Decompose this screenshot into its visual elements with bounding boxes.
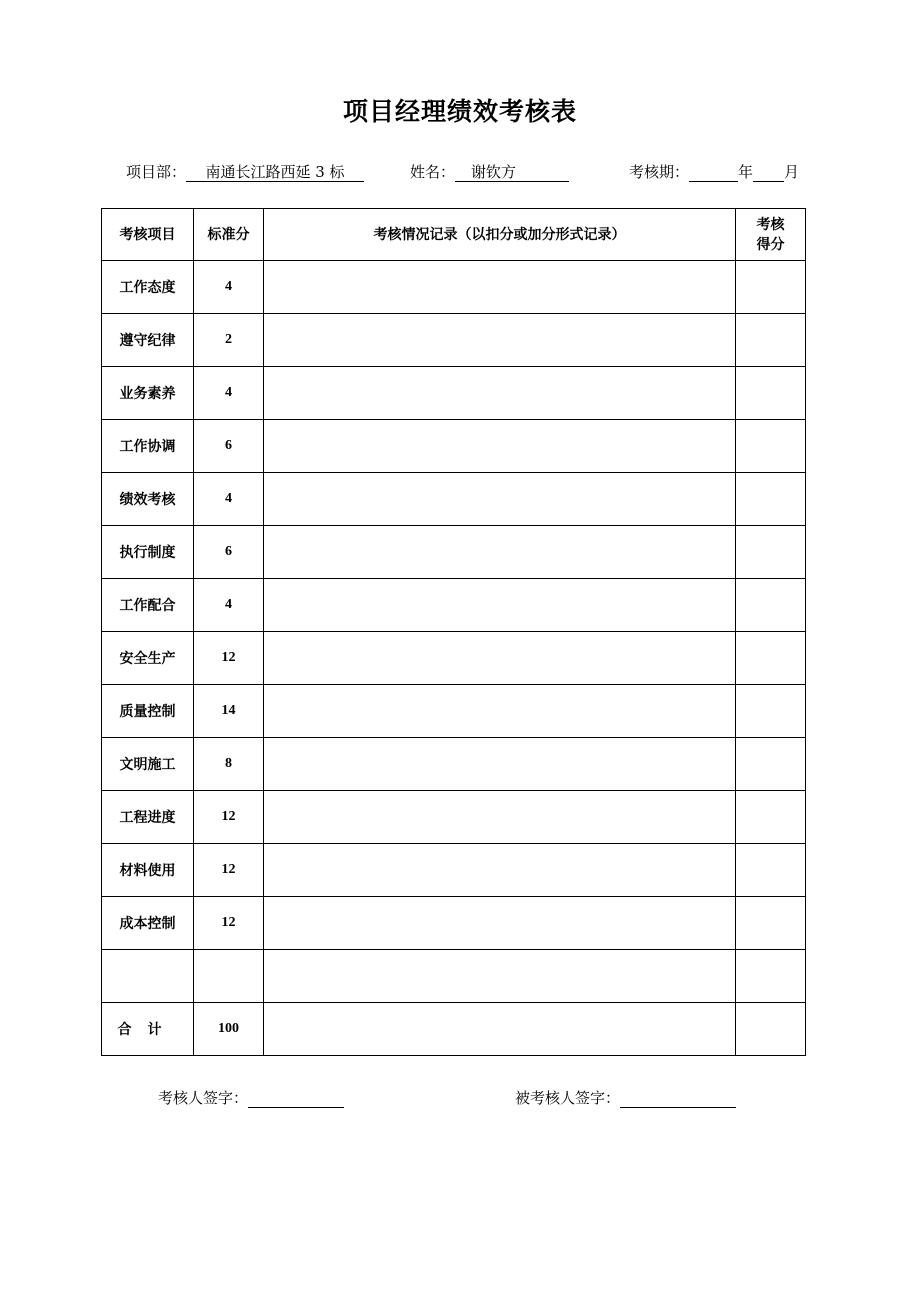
table-header-row [102, 209, 806, 261]
page-title: 项目经理绩效考核表 [342, 97, 577, 126]
item-cell[interactable] [102, 950, 194, 1003]
assessment-table [101, 208, 806, 1056]
year-input[interactable] [689, 164, 738, 182]
table-row [102, 579, 806, 632]
score-cell[interactable] [736, 579, 806, 632]
standard-cell: 4 [194, 579, 264, 632]
item-cell: 业务素养 [102, 367, 194, 420]
record-cell[interactable] [264, 632, 736, 685]
table-row [102, 738, 806, 791]
name-label: 姓名： [410, 163, 456, 181]
score-cell[interactable] [736, 473, 806, 526]
table-row [102, 632, 806, 685]
assessee-label: 被考核人签字： [515, 1089, 621, 1107]
header-score [736, 209, 806, 261]
table-row [102, 897, 806, 950]
month-input[interactable] [753, 164, 784, 182]
assessee-signature [515, 1087, 736, 1108]
standard-cell: 12 [194, 632, 264, 685]
item-cell: 成本控制 [102, 897, 194, 950]
item-cell: 工作态度 [102, 261, 194, 314]
project-field [126, 161, 364, 182]
record-cell[interactable] [264, 526, 736, 579]
score-cell[interactable] [736, 738, 806, 791]
project-value[interactable]: 南通长江路西延 3 标 [186, 163, 364, 182]
table-row [102, 950, 806, 1003]
score-cell[interactable] [736, 420, 806, 473]
item-cell: 工作配合 [102, 579, 194, 632]
record-cell[interactable] [264, 473, 736, 526]
record-cell[interactable] [264, 950, 736, 1003]
assessor-signature-line[interactable] [248, 1090, 344, 1108]
standard-cell: 6 [194, 526, 264, 579]
item-cell: 工程进度 [102, 791, 194, 844]
standard-cell: 14 [194, 685, 264, 738]
standard-cell: 4 [194, 261, 264, 314]
year-label: 年 [738, 163, 754, 181]
record-cell[interactable] [264, 791, 736, 844]
score-cell[interactable] [736, 844, 806, 897]
score-cell[interactable] [736, 314, 806, 367]
total-label: 合计 [102, 1003, 194, 1056]
standard-cell[interactable] [194, 950, 264, 1003]
header-score-line2: 得分 [756, 236, 785, 253]
period-label: 考核期： [629, 163, 690, 181]
table-row [102, 526, 806, 579]
score-cell[interactable] [736, 526, 806, 579]
record-cell[interactable] [264, 579, 736, 632]
score-cell[interactable] [736, 897, 806, 950]
item-cell: 工作协调 [102, 420, 194, 473]
header-item: 考核项目 [102, 209, 194, 261]
month-label: 月 [784, 163, 800, 181]
item-cell: 绩效考核 [102, 473, 194, 526]
table-row [102, 791, 806, 844]
table-row [102, 685, 806, 738]
header-score-line1: 考核 [756, 216, 785, 233]
header-record: 考核情况记录（以扣分或加分形式记录） [264, 209, 736, 261]
total-score[interactable] [736, 1003, 806, 1056]
score-cell[interactable] [736, 261, 806, 314]
standard-cell: 2 [194, 314, 264, 367]
record-cell[interactable] [264, 738, 736, 791]
total-standard: 100 [194, 1003, 264, 1056]
name-field [410, 161, 569, 182]
score-cell[interactable] [736, 791, 806, 844]
table-row [102, 367, 806, 420]
record-cell[interactable] [264, 897, 736, 950]
score-cell[interactable] [736, 367, 806, 420]
name-value[interactable]: 谢钦方 [455, 163, 569, 182]
total-record[interactable] [264, 1003, 736, 1056]
header-standard: 标准分 [194, 209, 264, 261]
assessor-signature [158, 1087, 344, 1108]
table-row [102, 473, 806, 526]
score-cell[interactable] [736, 950, 806, 1003]
item-cell: 文明施工 [102, 738, 194, 791]
score-cell[interactable] [736, 685, 806, 738]
item-cell: 安全生产 [102, 632, 194, 685]
record-cell[interactable] [264, 314, 736, 367]
record-cell[interactable] [264, 367, 736, 420]
project-label: 项目部： [126, 163, 187, 181]
table-row [102, 314, 806, 367]
standard-cell: 4 [194, 367, 264, 420]
assessee-signature-line[interactable] [620, 1090, 736, 1108]
standard-cell: 12 [194, 897, 264, 950]
record-cell[interactable] [264, 261, 736, 314]
period-field [629, 161, 799, 182]
item-cell: 质量控制 [102, 685, 194, 738]
table-row [102, 844, 806, 897]
info-row [0, 161, 920, 185]
total-row [102, 1003, 806, 1056]
record-cell[interactable] [264, 844, 736, 897]
standard-cell: 12 [194, 791, 264, 844]
table-row [102, 420, 806, 473]
standard-cell: 6 [194, 420, 264, 473]
standard-cell: 12 [194, 844, 264, 897]
item-cell: 执行制度 [102, 526, 194, 579]
record-cell[interactable] [264, 420, 736, 473]
item-cell: 材料使用 [102, 844, 194, 897]
record-cell[interactable] [264, 685, 736, 738]
item-cell: 遵守纪律 [102, 314, 194, 367]
assessor-label: 考核人签字： [158, 1089, 249, 1107]
standard-cell: 4 [194, 473, 264, 526]
table-row [102, 261, 806, 314]
standard-cell: 8 [194, 738, 264, 791]
score-cell[interactable] [736, 632, 806, 685]
